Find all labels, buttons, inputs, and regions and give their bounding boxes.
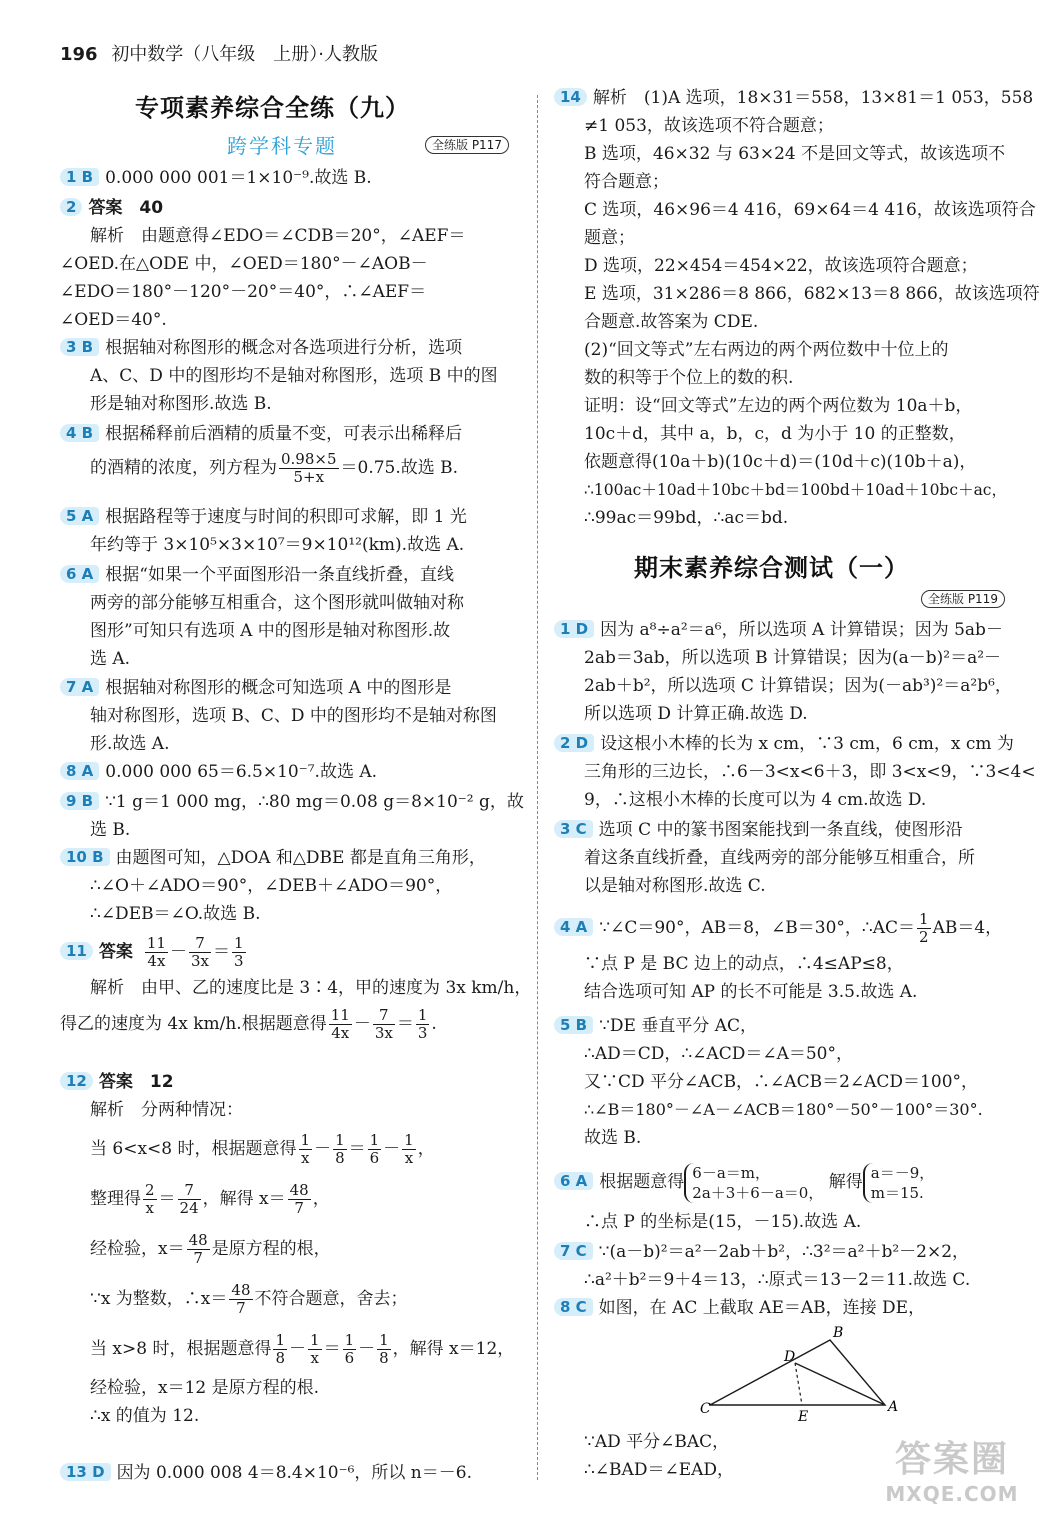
answer-badge: 2 bbox=[60, 198, 82, 216]
answer-item: 11 答案 $\frac{11}{4x}$ － $\frac{7}{3x}$ ＝ $\frac{1}{3}$ 解析 由甲、乙的速度比是 3∶4，甲的速度为 3x km/h， 得乙的速度为 4x km/h.根据题意得 $\frac{11}{4x}$ － $\frac{7}{3x}$ ＝ $\frac{1}{3}$ . bbox=[60, 934, 532, 1042]
answer-item: 5 B ∵DE 垂直平分 AC， ∴AD＝CD，∴∠ACD＝∠A＝50°， 又∵CD 平分∠ACB，∴∠ACB＝2∠ACD＝100°， ∴∠B＝180°－∠A－∠ACB＝180°－50°－100°＝30°. 故选 B. bbox=[554, 1012, 983, 1152]
answer-item-continued: ∵AD 平分∠BAC， ∴∠BAD＝∠EAD， bbox=[584, 1432, 735, 1480]
column-divider bbox=[537, 95, 538, 1480]
answer-item: 1 D 因为 a⁸÷a²＝a⁶，所以选项 A 计算错误；因为 5ab－ 2ab＝3ab，所以选项 B 计算错误；因为(a－b)²＝a²－ 2ab＋b²，所以选项 C 计算错误；因为(－ab³)²＝a²b⁶， 所以选项 D 计算正确.故选 D. bbox=[554, 616, 1012, 728]
label-b: B bbox=[833, 1325, 844, 1341]
watermark: 答案圈 MXQE.COM bbox=[885, 1439, 1019, 1506]
section-title: 专项素养综合全练（九） bbox=[135, 94, 410, 122]
answer-badge: 14 bbox=[554, 88, 587, 106]
answer-badge: 1 B bbox=[60, 168, 99, 186]
label-e: E bbox=[798, 1409, 809, 1425]
answer-item: 12 答案 12 解析 分两种情况： 当 6<x<8 时，根据题意得 $\frac{1}{x}$ － $\frac{1}{8}$ ＝ $\frac{1}{6}$ － $\frac{1}{x}$ ， 整理得 $\frac{2}{x}$ ＝ $\frac{7}{24}$ ，解得 x＝ $\frac{48}{7}$ ， 经检验，x＝ $\frac{48}{7}$ 是原方程的根， ∵x 为整数，∴x＝ $\frac{48}{7}$ 不符合题意，舍去； 当 x>8 时，根据题意得 $\frac{1}{8}$ － $\frac{1}{x}$ ＝ $\frac{1}{6}$ － $\frac{1}{8}$ ，解得 x＝12， 经检验，x＝12 是原方程的根. ∴x 的值为 12. bbox=[60, 1068, 514, 1430]
answer-badge: 6 A bbox=[554, 1172, 593, 1190]
answer-badge: 5 A bbox=[60, 507, 99, 525]
answer-item: 2 D 设这根小木棒的长为 x cm，∵3 cm，6 cm，x cm 为 三角形的三边长，∴6－3<x<6＋3，即 3<x<9，∵3<4< 9，∴这根小木棒的长度可以为 4 cm.故选 D. bbox=[554, 730, 1036, 814]
label-a: A bbox=[888, 1399, 899, 1415]
triangle-figure bbox=[700, 1325, 915, 1425]
answer-item: 14 解析 (1)A 选项，18×31＝558，13×81＝1 053，558 ≠1 053，故该选项不符合题意； B 选项，46×32 与 63×24 不是回文等式，故该选项不 符合题意； C 选项，46×96＝4 416，69×64＝4 416，故该选项符合 题意； D 选项，22×454＝454×22，故该选项符合题意； E 选项，31×286＝8 866，682×13＝8 866，故该选项符 合题意.故答案为 CDE. (2)“回文等式”左右两边的两个两位数中十位上的 数的积等于个位上的数的积. 证明：设“回文等式”左边的两个两位数为 10a＋b， 10c＋d，其中 a，b，c，d 为小于 10 的正整数， 依题意得(10a＋b)(10c＋d)＝(10d＋c)(10b＋a)， ∴100ac＋10ad＋10bc＋bd＝100bd＋10ad＋10bc＋ac， ∴99ac＝99bd，∴ac＝bd. bbox=[554, 84, 1040, 532]
answer-badge: 8 A bbox=[60, 762, 99, 780]
answer-item: 8 A 0.000 000 65＝6.5×10⁻⁷.故选 A. bbox=[60, 758, 377, 786]
label-d: D bbox=[784, 1349, 796, 1365]
answer-badge: 8 C bbox=[554, 1298, 593, 1316]
answer-item: 4 A ∵∠C＝90°，AB＝8，∠B＝30°，∴AC＝ $\frac{1}{2}$ AB＝4， ∵点 P 是 BC 边上的动点，∴4≤AP≤8， 结合选项可知 AP 的长不可能是 3.5.故选 A. bbox=[554, 906, 1002, 1006]
answer-badge: 12 bbox=[60, 1072, 93, 1090]
answer-item: 4 B 根据稀释前后酒精的质量不变，可表示出稀释后 的酒精的浓度，列方程为 $\frac{0.98\times 5}{5+x}$ ＝0.75.故选 B. bbox=[60, 420, 462, 488]
answer-item: 3 B 根据轴对称图形的概念对各选项进行分析，选项 A、C、D 中的图形均不是轴对称图形，选项 B 中的图 形是轴对称图形.故选 B. bbox=[60, 334, 498, 418]
page-header bbox=[60, 40, 378, 66]
answer-badge: 13 D bbox=[60, 1463, 111, 1481]
answer-badge: 10 B bbox=[60, 848, 110, 866]
reference-tag: 全练版 P119 bbox=[921, 590, 1005, 608]
answer-item: 6 A 根据“如果一个平面图形沿一条直线折叠，直线 两旁的部分能够互相重合，这个图形就叫做轴对称 图形”可知只有选项 A 中的图形是轴对称图形.故 选 A. bbox=[60, 561, 464, 673]
answer-badge: 11 bbox=[60, 942, 93, 960]
reference-tag: 全练版 P117 bbox=[425, 136, 509, 154]
page-number: 196 bbox=[60, 44, 98, 65]
answer-item: 5 A 根据路程等于速度与时间的积即可求解，即 1 光 年约等于 3×10⁵×3×10⁷＝9×10¹²(km).故选 A. bbox=[60, 503, 467, 559]
section-subtitle: 跨学科专题 bbox=[227, 134, 337, 158]
answer-badge: 4 A bbox=[554, 918, 593, 936]
answer-item: 3 C 选项 C 中的篆书图案能找到一条直线，使图形沿 着这条直线折叠，直线两旁的部分能够互相重合，所 以是轴对称图形.故选 C. bbox=[554, 816, 975, 900]
answer-item: 7 A 根据轴对称图形的概念可知选项 A 中的图形是 轴对称图形，选项 B、C、D 中的图形均不是轴对称图 形.故选 A. bbox=[60, 674, 497, 758]
answer-item: 2 答案 40 解析 由题意得∠EDO＝∠CDB＝20°，∠AEF＝ ∠OED.在△ODE 中，∠OED＝180°－∠AOB－ ∠EDO＝180°－120°－20°＝40°，∴∠AEF＝ ∠OED＝40°. bbox=[60, 198, 466, 330]
answer-item: 8 C 如图，在 AC 上截取 AE＝AB，连接 DE， bbox=[554, 1294, 925, 1322]
answer-item: 7 C ∵(a－b)²＝a²－2ab＋b²，∴3²＝a²＋b²－2×2， ∴a²＋b²＝9＋4＝13，∴原式＝13－2＝11.故选 C. bbox=[554, 1238, 970, 1294]
section-title: 期末素养综合测试（一） bbox=[634, 554, 909, 582]
answer-item: 1 B 0.000 000 001＝1×10⁻⁹.故选 B. bbox=[60, 164, 372, 192]
book-title: 初中数学（八年级 上册）·人教版 bbox=[111, 44, 379, 65]
answer-badge: 3 C bbox=[554, 820, 593, 838]
answer-item: 10 B 由题图可知，△DOA 和△DBE 都是直角三角形， ∴∠O＋∠ADO＝90°，∠DEB＋∠ADO＝90°， ∴∠DEB＝∠O.故选 B. bbox=[60, 844, 486, 928]
answer-badge: 4 B bbox=[60, 424, 99, 442]
answer-item: 9 B ∵1 g＝1 000 mg，∴80 mg＝0.08 g＝8×10⁻² g，故 选 B. bbox=[60, 788, 524, 844]
answer-item: 6 A 根据题意得 6－a＝m， 2a＋3＋6－a＝0， 解得 a＝－9， m＝15. ∴点 P 的坐标是(15，－15).故选 A. bbox=[554, 1156, 934, 1236]
answer-item: 13 D 因为 0.000 008 4＝8.4×10⁻⁶，所以 n＝－6. bbox=[60, 1459, 472, 1487]
label-c: C bbox=[700, 1401, 711, 1417]
answer-badge: 9 B bbox=[60, 792, 99, 810]
answer-badge: 2 D bbox=[554, 734, 594, 752]
answer-badge: 3 B bbox=[60, 338, 99, 356]
answer-badge: 7 C bbox=[554, 1242, 593, 1260]
answer-badge: 5 B bbox=[554, 1016, 593, 1034]
answer-badge: 7 A bbox=[60, 678, 99, 696]
answer-badge: 1 D bbox=[554, 620, 594, 638]
answer-badge: 6 A bbox=[60, 565, 99, 583]
